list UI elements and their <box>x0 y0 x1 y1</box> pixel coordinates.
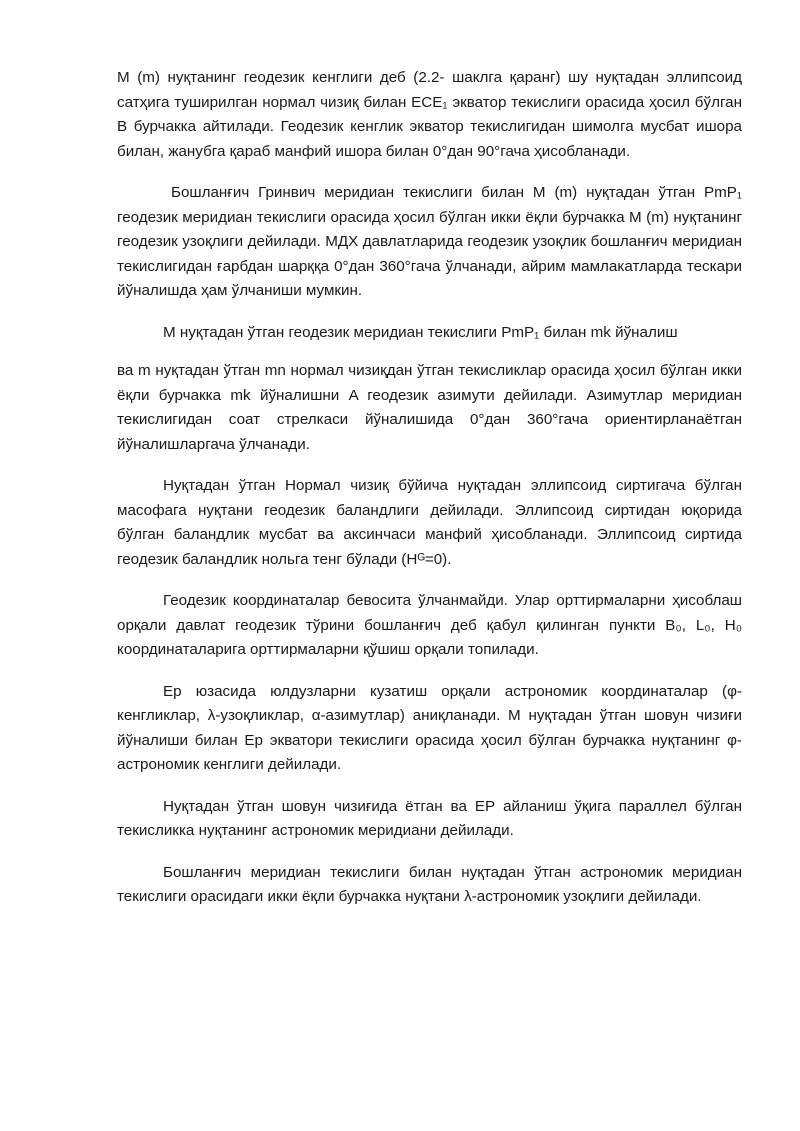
paragraph-azimuth-intro: M нуқтадан ўтган геодезик меридиан текислиги PmP₁ билан mk йўналиш <box>163 323 678 341</box>
paragraph-astronomic-longitude: Бошланғич меридиан текислиги билан нуқтадан ўтган астрономик меридиан текислиги орасидаги икки ёқли бурчакка нуқтани λ-астрономик узоқлиги дейилади. <box>117 863 742 905</box>
paragraph-geodetic-latitude: M (m) нуқтанинг геодезик кенглиги деб (2.2- шаклга қаранг) шу нуқтадан эллипсоид сатҳига туширилган нормал чизиқ билан ECE₁ экватор текислиги орасида ҳосил бўлган B бурчакка айтилади. Геодезик кенглик экватор текислигидан шимолга мусбат ишора билан, жанубга қараб манфий ишора билан 0°дан 90°гача ҳисобланади. <box>117 69 742 160</box>
document-page <box>117 66 742 927</box>
paragraph-astronomic-meridian: Нуқтадан ўтган шовун чизиғида ётган ва ЕР айланиш ўқига параллел бўлган текисликка нуқтанинг астрономик меридиани дейилади. <box>117 797 742 839</box>
paragraph-geodetic-height: Нуқтадан ўтган Нормал чизиқ бўйича нуқтадан эллипсоид сиртигача бўлган масофага нуқтани геодезик баландлиги дейилади. Эллипсоид сиртидан юқорида бўлган баландлик мусбат ва аксинчаси манфий ҳисобланади. Эллипсоид сиртида геодезик баландлик нольга тенг бўлади (Hᴳ=0). <box>117 477 742 568</box>
paragraph-astronomic-latitude: Ер юзасида юлдузларни кузатиш орқали астрономик координаталар (φ-кенгликлар, λ-узоқликлар, α-азимутлар) аниқланади. M нуқтадан ўтган шовун чизиғи йўналиши билан Ер экватори текислиги орасида ҳосил бўлган бурчакка нуқтанинг φ-астрономик кенглиги дейилади. <box>117 682 742 773</box>
paragraph-geodetic-longitude: Бошланғич Гринвич меридиан текислиги билан M (m) нуқтадан ўтган PmP₁ геодезик меридиан текислиги орасида ҳосил бўлган икки ёқли бурчакка M (m) нуқтанинг геодезик узоқлиги дейилади. МДХ давлатларида геодезик узоқлик бошланғич меридиан текислигидан ғарбдан шарққа 0°дан 360°гача ўлчанади, айрим мамлакатларда тескари йўналишда ҳам ўлчаниши мумкин. <box>117 184 742 299</box>
paragraph-geodetic-coordinates: Геодезик координаталар бевосита ўлчанмайди. Улар орттирмаларни ҳисоблаш орқали давлат геодезик тўрини бошланғич деб қабул қилинган пункти B₀, L₀, H₀ координаталарига орттирмаларни қўшиш орқали топилади. <box>117 592 742 658</box>
paragraph-geodetic-azimuth: ва m нуқтадан ўтган mn нормал чизиқдан ўтган текисликлар орасида ҳосил бўлган икки ёқли бурчакка mk йўналишни A геодезик азимути дейилади. Азимутлар меридиан текислигидан соат стрелкаси йўналишида 0°дан 360°гача ориентирланаётган йўналишларгача ўлчанади. <box>117 362 742 453</box>
